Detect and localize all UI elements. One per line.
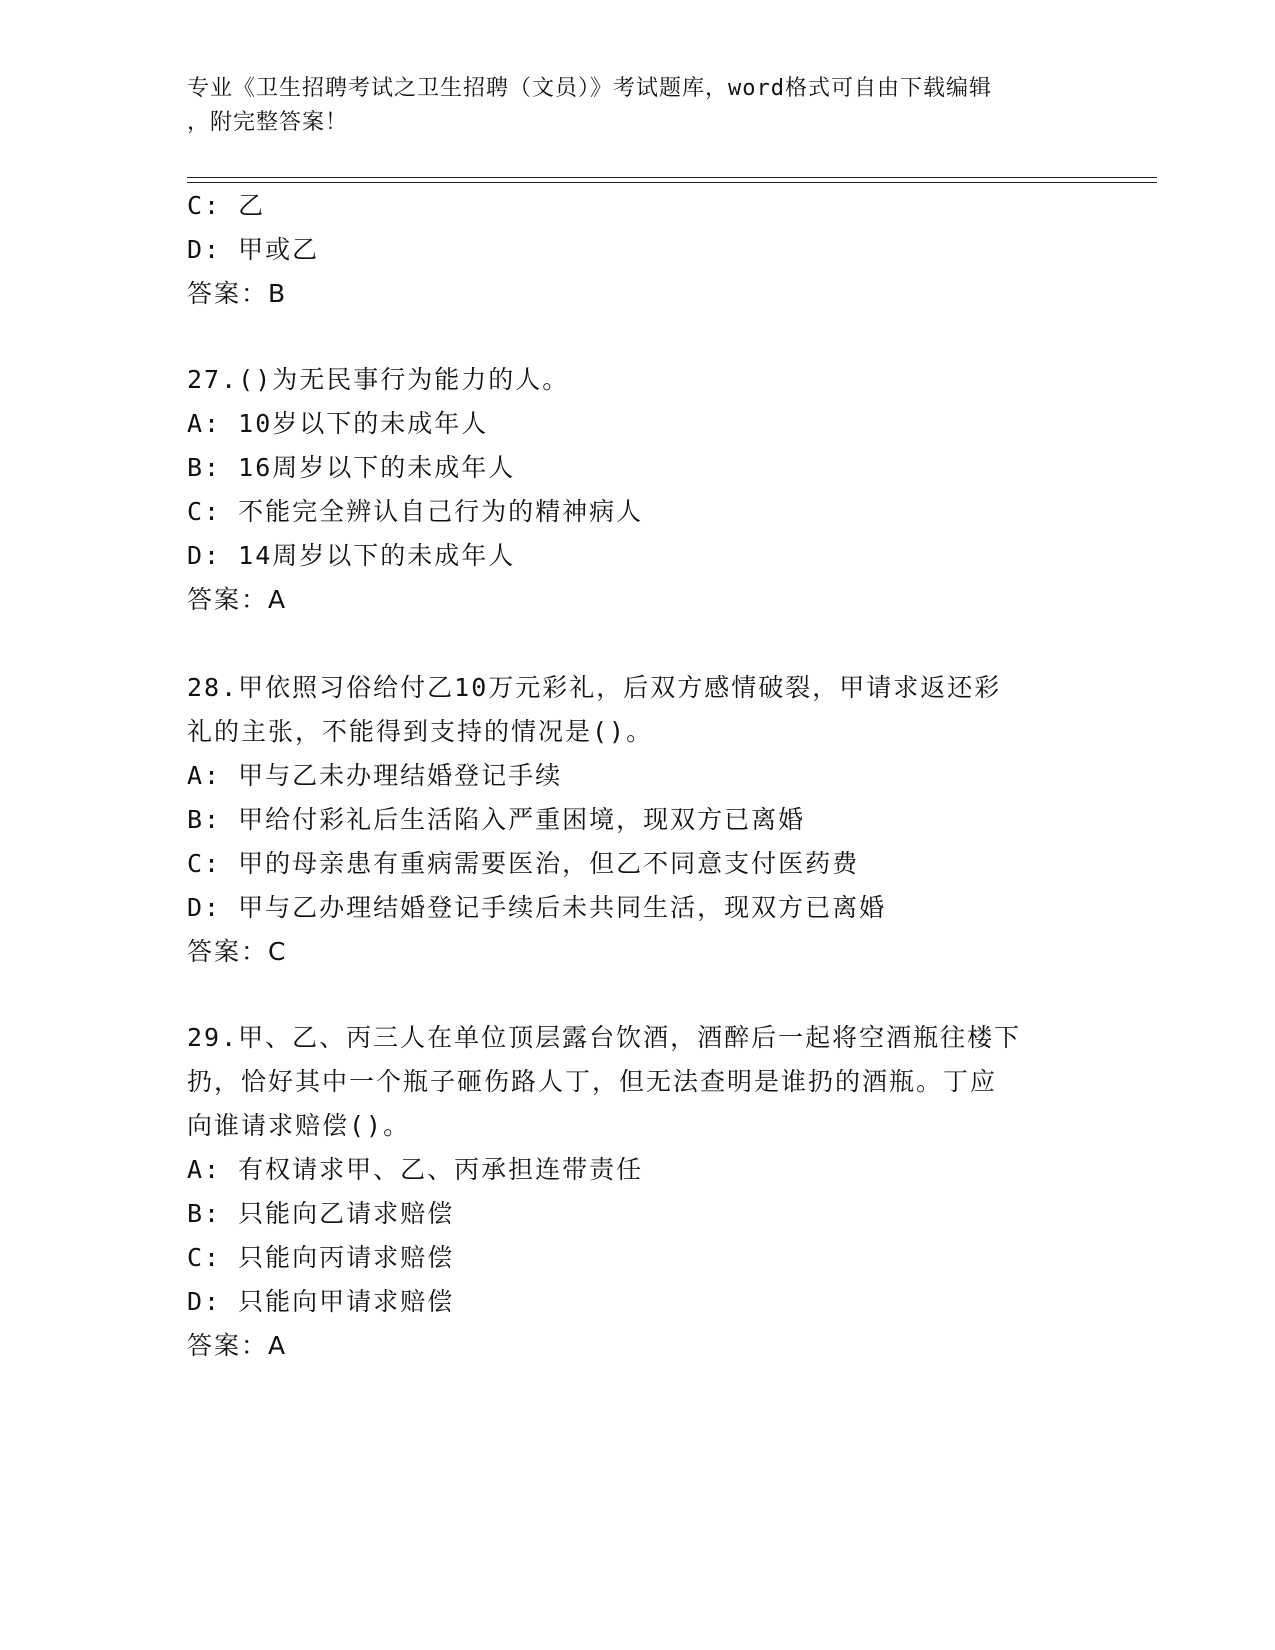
q27-option-d: D: 14周岁以下的未成年人 (187, 541, 516, 570)
q27-stem: 27.()为无民事行为能力的人。 (187, 365, 570, 394)
header-line-2: ，附完整答案！ (187, 110, 349, 135)
q28-stem-line-2: 礼的主张，不能得到支持的情况是()。 (187, 717, 654, 746)
document-header (187, 72, 1067, 140)
q28-answer: 答案：C (187, 937, 288, 966)
q28-stem-line-1: 28.甲依照习俗给付乙10万元彩礼，后双方感情破裂，甲请求返还彩 (187, 673, 1002, 702)
q29-stem-line-3: 向谁请求赔偿()。 (187, 1111, 411, 1140)
q26-option-d: D: 甲或乙 (187, 235, 320, 264)
q29-stem-line-1: 29.甲、乙、丙三人在单位顶层露台饮酒，酒醉后一起将空酒瓶往楼下 (187, 1023, 1022, 1052)
q26-option-c: C: 乙 (187, 191, 266, 220)
q29-answer: 答案：A (187, 1331, 288, 1360)
q28-option-a: A: 甲与乙未办理结婚登记手续 (187, 761, 563, 790)
header-divider-bottom (187, 182, 1157, 183)
q27-option-b: B: 16周岁以下的未成年人 (187, 453, 516, 482)
q29-option-c: C: 只能向丙请求赔偿 (187, 1243, 455, 1272)
header-line-1: 专业《卫生招聘考试之卫生招聘（文员）》考试题库，word格式可自由下载编辑 (187, 76, 992, 101)
q28-option-b: B: 甲给付彩礼后生活陷入严重困境，现双方已离婚 (187, 805, 806, 834)
q29-stem-line-2: 扔，恰好其中一个瓶子砸伤路人丁，但无法查明是谁扔的酒瓶。丁应 (187, 1067, 998, 1096)
q28-option-d: D: 甲与乙办理结婚登记手续后未共同生活，现双方已离婚 (187, 893, 887, 922)
q29-option-a: A: 有权请求甲、乙、丙承担连带责任 (187, 1155, 644, 1184)
q27-option-c: C: 不能完全辨认自己行为的精神病人 (187, 497, 644, 526)
q27-answer: 答案：A (187, 585, 288, 614)
q29-option-b: B: 只能向乙请求赔偿 (187, 1199, 455, 1228)
q26-answer: 答案：B (187, 279, 288, 308)
header-divider-top (187, 177, 1157, 178)
q28-option-c: C: 甲的母亲患有重病需要医治，但乙不同意支付医药费 (187, 849, 860, 878)
q29-option-d: D: 只能向甲请求赔偿 (187, 1287, 455, 1316)
q27-option-a: A: 10岁以下的未成年人 (187, 409, 489, 438)
